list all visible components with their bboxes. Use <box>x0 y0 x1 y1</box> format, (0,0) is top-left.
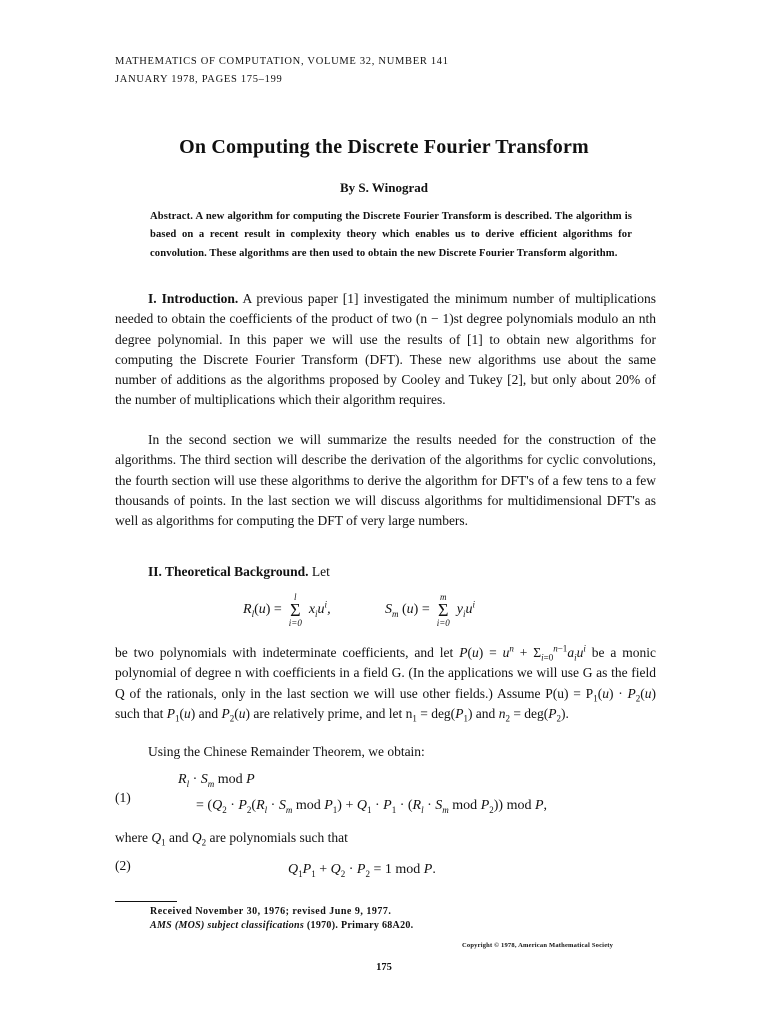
equation-1-number: (1) <box>115 790 131 805</box>
abstract <box>150 208 632 263</box>
section-2-heading-tail: Let <box>311 564 330 579</box>
journal-header-line-1: MATHEMATICS OF COMPUTATION, VOLUME 32, NUMBER 141 <box>115 56 449 67</box>
author-line: By S. Winograd <box>339 180 429 195</box>
sum-symbol: l Σ i=0 <box>288 592 302 628</box>
crt-sentence: Using the Chinese Remainder Theorem, we obtain: <box>148 744 425 759</box>
page-number: 175 <box>376 962 392 973</box>
footnote-divider <box>115 901 177 902</box>
intro-paragraph-1 <box>115 289 656 411</box>
equation-2-body: $Q_1P_1 + Q_2 \cdot P_2 = 1$ mod P. <box>288 862 436 879</box>
equation-2-number: (2) <box>115 858 131 873</box>
sum-symbol: m Σ i=0 <box>436 592 450 628</box>
intro-text-1: A previous paper [1] investigated the minimum number of multiplications needed to obtain the coefficients of the product of two (n − 1)st degree polynomials modulo an nth degree polynomial. In this paper we will use the results of [1] to obtain new algorithms for computing the Discrete Fourier Transform (DFT). These new algorithms use about the same number of additions as the algorithms proposed by Cooley and Tukey [2], but only about 20% of the number of multiplications which their algorithm requires. <box>115 291 656 408</box>
section-2-heading-line <box>148 564 330 580</box>
equation-S: $S_m$ (u) = m Σ i=0 $y_iu^i$ <box>385 592 475 628</box>
footnote-ams: AMS (MOS) subject classifications (1970). Primary 68A20. <box>150 920 414 931</box>
abstract-text: A new algorithm for computing the Discrete Fourier Transform is described. The algorithm is based on a recent result in complexity theory which enables us to derive efficient algorithms for convolution. These algorithms are then used to obtain the new Discrete Fourier Transform algorithm. <box>150 211 633 259</box>
intro-paragraph-2: In the second section we will summarize the results needed for the construction of the algorithms. The third section will describe the derivation of the algorithms for cyclic convolutions, the fourth section will use these algorithms to derive the algorithm for DFT's of a few tens to a few thousands of points. In the last section we will discuss algorithms for multidimensional DFT's as well as algorithms for computing the DFT of very large numbers. <box>115 432 656 529</box>
equation-R: $R_l(u)$ = l Σ i=0 $x_iu^i$, <box>243 592 331 628</box>
paper-title: On Computing the Discrete Fourier Transform <box>179 136 589 158</box>
where-line: where $Q_1$ and $Q_2$ are polynomials such that <box>115 830 348 848</box>
equation-1-top: $R_l \cdot S_m$ mod P <box>178 772 255 789</box>
footnote-received: Received November 30, 1976; revised June 9, 1977. <box>150 906 392 917</box>
section-2-heading: II. Theoretical Background. <box>148 564 309 579</box>
copyright-notice: Copyright © 1978, American Mathematical Society <box>462 942 614 949</box>
background-paragraph: be two polynomials with indeterminate coefficients, and let $P(u) = u^n + \Sigma_{i=0}^{n-1}a_iu^i$ be a monic polynomial of degree n with coefficients in a field G. (In the applications we will use G as the field Q of the rationals, only in the last section we will use other fields.) Assume $P(u) = P_1(u) \cdot P_2(u)$ such that $P_1(u)$ and $P_2(u)$ are relatively prime, and let $n_1 = deg(P_1)$ and $n_2 = deg(P_2)$. <box>115 643 657 724</box>
abstract-label: Abstract. <box>150 211 193 222</box>
journal-header-line-2: JANUARY 1978, PAGES 175–199 <box>115 74 283 85</box>
equation-1-body: = ($Q_2 \cdot P_2(R_l \cdot S_m$ mod $P_1) + Q_1 \cdot P_1 \cdot (R_l \cdot S_m$ mod $P_2$)) mod P, <box>196 798 548 815</box>
section-1-heading: I. Introduction. <box>148 291 239 306</box>
